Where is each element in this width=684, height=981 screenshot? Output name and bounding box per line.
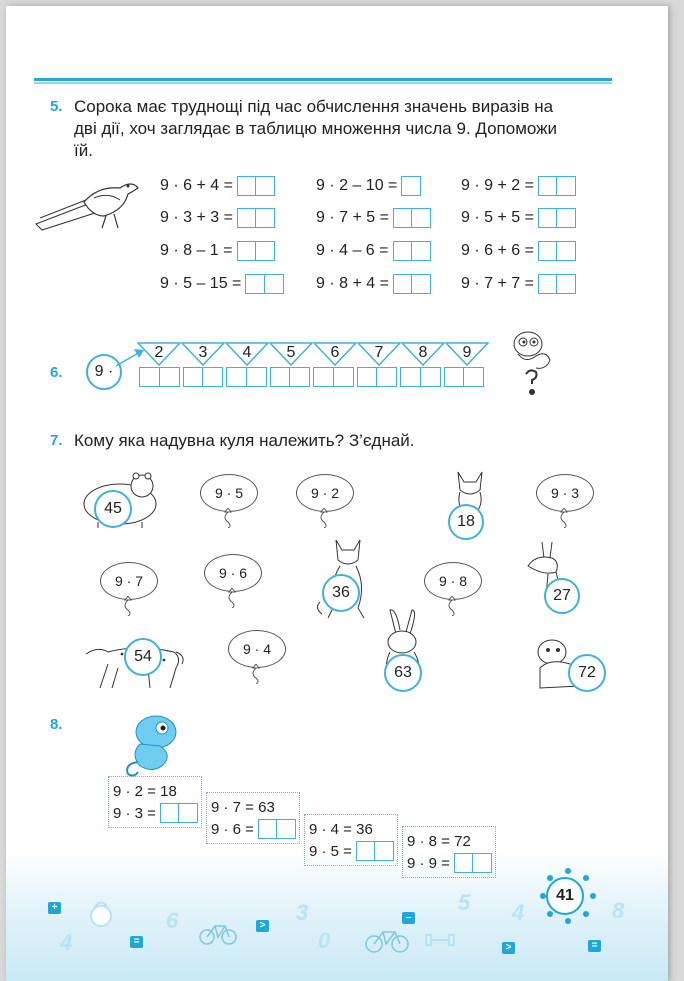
animal-number: 72 <box>578 664 596 681</box>
task5-equation <box>461 175 575 197</box>
answer-boxes[interactable] <box>160 803 197 823</box>
greater-sign-decoration: > <box>256 920 269 932</box>
answer-cell[interactable] <box>472 853 492 873</box>
multiplier-label: 3 <box>198 344 208 361</box>
task5-equation <box>316 207 430 229</box>
answer-cell[interactable] <box>444 367 465 387</box>
animal-number: 27 <box>553 587 571 604</box>
dumbbell-icon <box>424 932 456 948</box>
task5-equation <box>316 240 430 262</box>
multiplier-triangle <box>181 342 225 366</box>
balloon[interactable] <box>536 474 592 514</box>
balloon[interactable] <box>200 474 256 514</box>
task5-equation <box>461 273 575 295</box>
answer-cell[interactable] <box>264 274 284 294</box>
animal-number-circle[interactable] <box>94 490 132 528</box>
ask-expression: 9 · 3 = <box>113 804 156 822</box>
answer-cell[interactable] <box>556 274 576 294</box>
answer-cell[interactable] <box>255 241 275 261</box>
answer-cell[interactable] <box>313 367 334 387</box>
answer-cell[interactable] <box>454 853 474 873</box>
answer-cell[interactable] <box>376 367 397 387</box>
answer-cell[interactable] <box>237 241 257 261</box>
task5-equation <box>160 175 274 197</box>
equals-sign-decoration-2: = <box>588 940 601 952</box>
answer-cell[interactable] <box>556 176 576 196</box>
multiplier-triangle <box>445 342 489 366</box>
task8-step <box>402 826 496 878</box>
answer-cell[interactable] <box>411 241 431 261</box>
header-rule <box>34 78 612 84</box>
answer-cell[interactable] <box>245 274 265 294</box>
digit-decoration-5: 5 <box>458 890 471 915</box>
workbook-page <box>6 6 668 981</box>
answer-cell[interactable] <box>538 274 558 294</box>
multiplier-label: 6 <box>330 344 340 361</box>
digit-decoration-3: 3 <box>296 900 309 925</box>
digit-decoration-2: 6 <box>166 908 179 933</box>
multiplier-triangle <box>313 342 357 366</box>
task5-text-line1: Сорока має труднощі під час обчислення значень виразів на <box>74 97 554 116</box>
answer-cell[interactable] <box>420 367 441 387</box>
multiplier-label: 2 <box>154 344 164 361</box>
page-number: 41 <box>546 877 584 915</box>
answer-cell[interactable] <box>411 208 431 228</box>
equation-text: 9 · 5 + 5 = <box>461 209 534 226</box>
equals-sign-decoration: = <box>130 936 143 948</box>
animal-number-circle[interactable] <box>322 574 360 612</box>
answer-cell[interactable] <box>246 367 267 387</box>
answer-cell[interactable] <box>393 274 413 294</box>
answer-boxes[interactable] <box>237 241 274 261</box>
answer-cell[interactable] <box>411 274 431 294</box>
answer-cell[interactable] <box>333 367 354 387</box>
task6-answer-cells <box>139 367 487 387</box>
answer-boxes[interactable] <box>538 208 575 228</box>
multiplier-triangle <box>357 342 401 366</box>
bicycle-icon-2 <box>364 928 410 954</box>
answer-boxes[interactable] <box>538 274 575 294</box>
animal-number-circle[interactable] <box>544 578 580 614</box>
animal-number-circle[interactable] <box>448 504 484 540</box>
task5-equation <box>160 273 282 295</box>
answer-boxes[interactable] <box>454 853 491 873</box>
digit-decoration-6: 4 <box>512 900 525 925</box>
answer-boxes[interactable] <box>393 208 430 228</box>
task7-text: Кому яка надувна куля належить? З’єднай. <box>74 431 415 450</box>
answer-cell[interactable] <box>289 367 310 387</box>
balloon[interactable] <box>424 562 480 602</box>
animal-number: 54 <box>134 648 152 665</box>
task6-number: 6. <box>50 364 63 381</box>
given-fact: 9 · 4 = 36 <box>309 820 373 838</box>
answer-boxes[interactable] <box>237 208 274 228</box>
answer-cell[interactable] <box>356 841 376 861</box>
answer-cell[interactable] <box>556 241 576 261</box>
answer-cell[interactable] <box>237 176 257 196</box>
given-fact: 9 · 7 = 63 <box>211 798 275 816</box>
answer-cell[interactable] <box>556 208 576 228</box>
answer-cell[interactable] <box>538 208 558 228</box>
digit-decoration-7: 8 <box>612 898 625 923</box>
ask-expression: 9 · 5 = <box>309 842 352 860</box>
answer-cell[interactable] <box>270 367 291 387</box>
kettlebell-icon <box>88 896 114 928</box>
answer-boxes[interactable] <box>538 241 575 261</box>
chameleon-illustration <box>120 708 182 780</box>
answer-boxes[interactable] <box>245 274 282 294</box>
animal-number-circle[interactable] <box>384 654 422 692</box>
multiplier-label: 7 <box>374 344 384 361</box>
answer-cell[interactable] <box>255 176 275 196</box>
ask-expression: 9 · 9 = <box>407 854 450 872</box>
answer-cell[interactable] <box>357 367 378 387</box>
task7-number: 7. <box>50 432 63 449</box>
plus-sign-decoration: + <box>48 902 61 914</box>
animal-number: 45 <box>104 500 122 517</box>
equation-text: 9 · 3 + 3 = <box>160 209 233 226</box>
balloon[interactable] <box>296 474 352 514</box>
task5-equation <box>160 207 274 229</box>
answer-cell[interactable] <box>400 367 421 387</box>
task5-equation <box>461 240 575 262</box>
animal-number-circle[interactable] <box>124 638 162 676</box>
equation-text: 9 · 2 – 10 = <box>316 177 398 194</box>
answer-boxes[interactable] <box>401 176 420 196</box>
minus-sign-decoration: – <box>402 912 415 924</box>
balloon-label: 9 · 4 <box>228 630 286 668</box>
task5-number: 5. <box>50 98 63 115</box>
equation-text: 9 · 6 + 6 = <box>461 242 534 259</box>
magpie-illustration <box>28 166 140 234</box>
balloon[interactable] <box>228 630 284 670</box>
balloon-label: 9 · 8 <box>424 562 482 600</box>
task8-step <box>108 776 202 828</box>
ask-expression: 9 · 6 = <box>211 820 254 838</box>
answer-boxes[interactable] <box>393 241 430 261</box>
equation-text: 9 · 6 + 4 = <box>160 177 233 194</box>
answer-cell[interactable] <box>202 367 223 387</box>
task8-step <box>304 814 398 866</box>
greater-sign-decoration-2: > <box>502 942 515 954</box>
answer-cell[interactable] <box>159 367 180 387</box>
animal-number-circle[interactable] <box>568 654 606 692</box>
balloon-label: 9 · 6 <box>204 554 262 592</box>
bicycle-icon <box>198 922 238 946</box>
animal-number: 18 <box>457 513 475 530</box>
given-fact: 9 · 2 = 18 <box>113 782 177 800</box>
balloon[interactable] <box>204 554 260 594</box>
task5-equation <box>316 175 420 197</box>
task5-equation <box>461 207 575 229</box>
task5-equation <box>160 240 274 262</box>
multiplier-triangle <box>225 342 269 366</box>
answer-boxes[interactable] <box>393 274 430 294</box>
balloon[interactable] <box>100 562 156 602</box>
equation-text: 9 · 8 – 1 = <box>160 242 233 259</box>
answer-cell[interactable] <box>255 208 275 228</box>
balloon-label: 9 · 5 <box>200 474 258 512</box>
given-fact: 9 · 8 = 72 <box>407 832 471 850</box>
answer-boxes[interactable] <box>237 176 274 196</box>
balloon-label: 9 · 3 <box>536 474 594 512</box>
answer-cell[interactable] <box>393 208 413 228</box>
digit-decoration-1: 4 <box>60 930 73 955</box>
answer-cell[interactable] <box>393 241 413 261</box>
task5-text-line3: їй. <box>74 141 93 160</box>
answer-cell[interactable] <box>538 176 558 196</box>
task5-equation <box>316 273 430 295</box>
answer-cell[interactable] <box>183 367 204 387</box>
equation-text: 9 · 5 – 15 = <box>160 275 242 292</box>
animal-number: 36 <box>332 584 350 601</box>
equation-text: 9 · 7 + 7 = <box>461 275 534 292</box>
task5-text-line2: дві дії, хоч заглядає в таблицю множення числа 9. Допоможи <box>74 119 558 138</box>
answer-boxes[interactable] <box>258 819 295 839</box>
equation-text: 9 · 9 + 2 = <box>461 177 534 194</box>
task6-start-label: 9 · <box>94 363 114 380</box>
task8-step <box>206 792 300 844</box>
digit-decoration-4: 0 <box>318 928 331 953</box>
answer-cell[interactable] <box>258 819 278 839</box>
multiplier-triangle <box>269 342 313 366</box>
multiplier-label: 8 <box>418 344 428 361</box>
equation-text: 9 · 8 + 4 = <box>316 275 389 292</box>
balloon-label: 9 · 2 <box>296 474 354 512</box>
answer-cell[interactable] <box>160 803 180 823</box>
answer-boxes[interactable] <box>538 176 575 196</box>
multiplier-label: 4 <box>242 344 252 361</box>
task8-number: 8. <box>50 716 63 733</box>
thinking-character-illustration <box>506 320 564 398</box>
answer-cell[interactable] <box>401 176 421 196</box>
answer-cell[interactable] <box>139 367 160 387</box>
multiplier-triangle <box>137 342 181 366</box>
answer-cell[interactable] <box>226 367 247 387</box>
answer-cell[interactable] <box>276 819 296 839</box>
multiplier-label: 9 <box>462 344 472 361</box>
answer-cell[interactable] <box>538 241 558 261</box>
balloon-label: 9 · 7 <box>100 562 158 600</box>
animal-number: 63 <box>394 664 412 681</box>
answer-boxes[interactable] <box>356 841 393 861</box>
equation-text: 9 · 4 – 6 = <box>316 242 389 259</box>
multiplier-label: 5 <box>286 344 296 361</box>
answer-cell[interactable] <box>237 208 257 228</box>
equation-text: 9 · 7 + 5 = <box>316 209 389 226</box>
answer-cell[interactable] <box>178 803 198 823</box>
answer-cell[interactable] <box>463 367 484 387</box>
answer-cell[interactable] <box>374 841 394 861</box>
multiplier-triangle <box>401 342 445 366</box>
